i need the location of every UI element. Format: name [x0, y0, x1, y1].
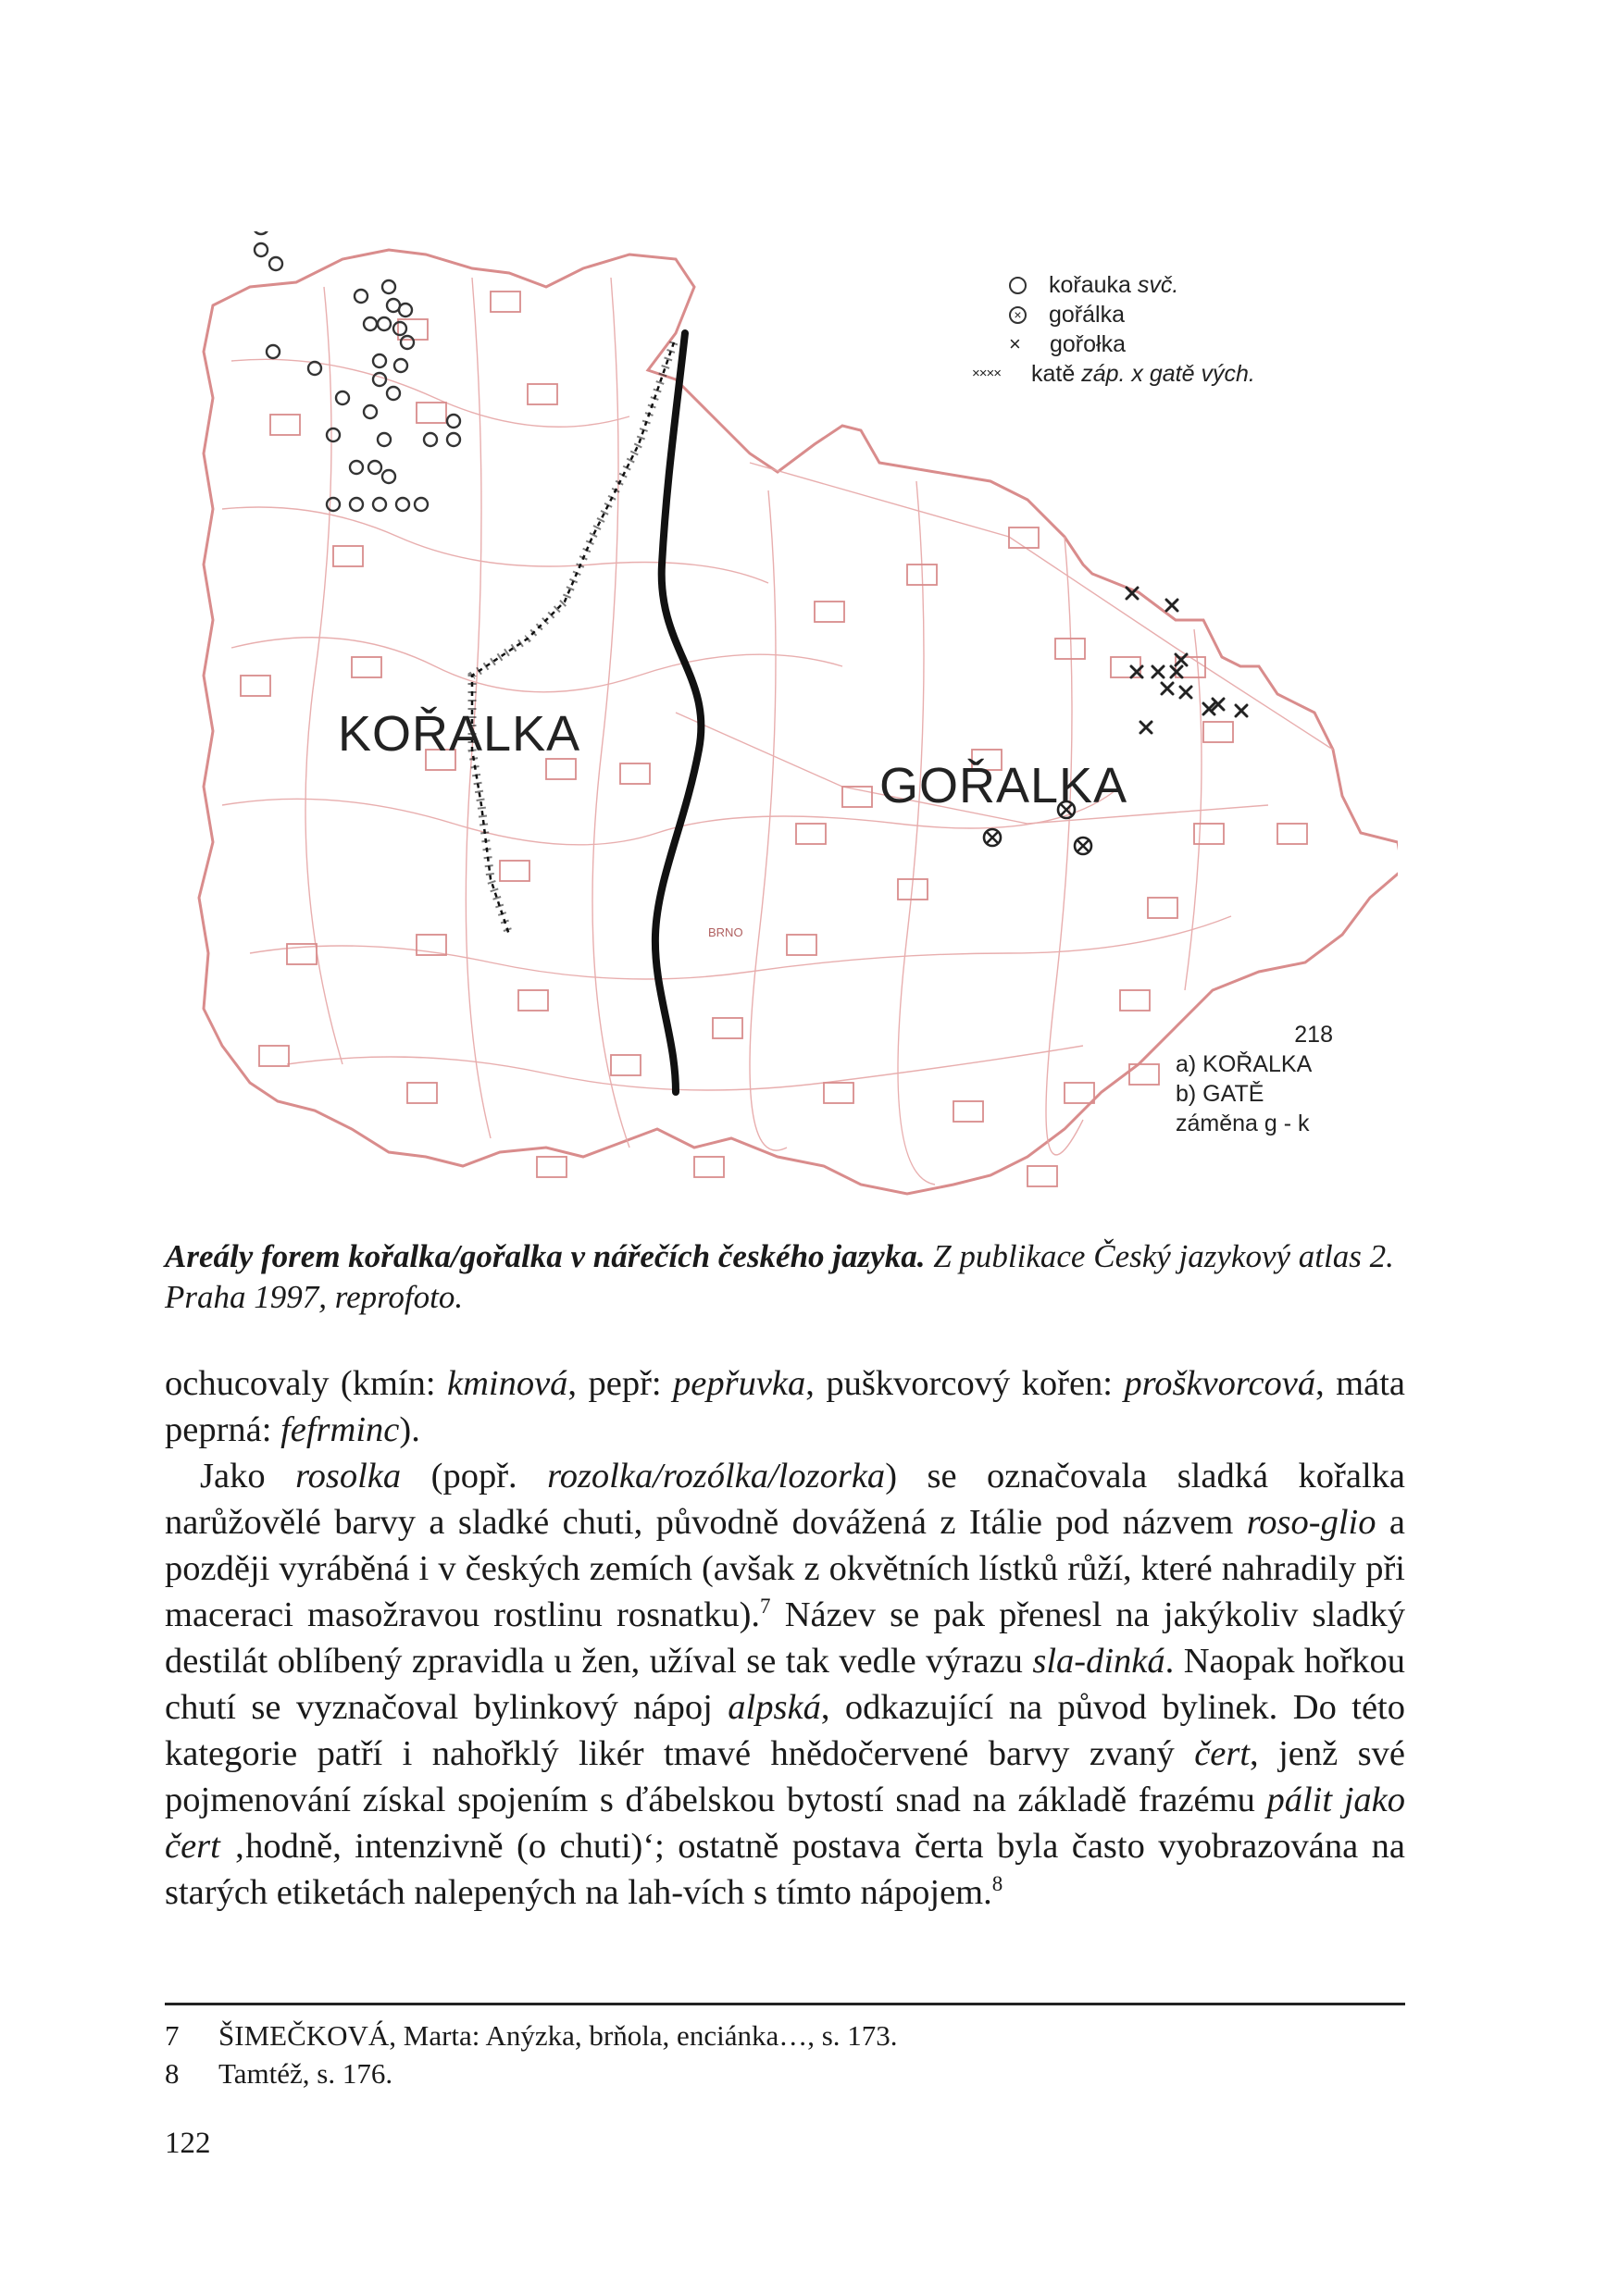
text-run: Název se pak přenesl na jakýkoliv sladký destilát oblíbený zpravidla u žen, užíval se tak vedle výrazu: [165, 1595, 1406, 1681]
footnote-ref: 8: [991, 1872, 1003, 1896]
text-run: . Naopak hořkou chutí se vyznačoval bylinkový nápoj: [165, 1642, 1405, 1727]
circle-icon: [1009, 277, 1027, 294]
paragraph: [165, 1453, 1405, 1916]
text-run: , máta peprná:: [165, 1364, 1405, 1449]
text-run: , pepř:: [567, 1364, 674, 1403]
city-label-brno: BRNO: [708, 925, 743, 939]
text-run: , jenž své pojmenování získal spojením s ďábelskou bytostí snad na základě frazému: [165, 1734, 1405, 1819]
body-text: [165, 1360, 1405, 1916]
map-legend-box: [972, 270, 1416, 389]
text-run: ochucovaly (kmín:: [165, 1364, 447, 1403]
italic-term: roso-glio: [1246, 1503, 1376, 1542]
footnote-text: ŠIMEČKOVÁ, Marta: Anýzka, brňola, enciánka…, s. 173.: [218, 2019, 898, 2052]
text-run: , odkazující na původ bylinek. Do této kategorie patří i nahořklý likér tmavé hnědočervené barvy zvaný: [165, 1688, 1405, 1773]
text-run: ) se označovala sladká kořalka narůžovělé barvy a sladké chuti, původně dovážená z Itálie pod názvem: [165, 1457, 1405, 1542]
variant-b: b) GATĚ: [1176, 1081, 1264, 1107]
legend-word: gořołka: [1050, 331, 1126, 357]
legend-word: gořálka: [1049, 302, 1125, 328]
map-info-box: [1176, 1020, 1333, 1138]
text-run: ‚hodně, intenzivně (o chuti)‘; ostatně postava čerta byla často vyobrazována na starých etiketách nalepených na lah-vích s tímto nápojem.: [165, 1827, 1405, 1912]
legend-item-kate: [972, 359, 1416, 389]
italic-term: sla-dinká: [1032, 1642, 1165, 1681]
footnote: [165, 2017, 1405, 2054]
circle-x-icon: ×: [1009, 306, 1027, 324]
xxxx-icon: ××××: [972, 366, 1002, 381]
italic-term: čert: [1194, 1734, 1251, 1773]
italic-term: pálit jako čert: [165, 1781, 1405, 1866]
legend-item-goralka: [1009, 300, 1416, 329]
footnote: [165, 2055, 1405, 2092]
caption-source: Z publikace Český jazykový atlas 2. Praha 1997, reprofoto.: [165, 1238, 1394, 1315]
text-run: , puškvorcový kořen:: [805, 1364, 1125, 1403]
italic-term: alpská: [728, 1688, 821, 1727]
legend-word: kořauka: [1049, 272, 1131, 298]
x-icon: ×: [1009, 332, 1021, 355]
text-run: ).: [399, 1410, 420, 1449]
footnote-ref: 7: [760, 1595, 771, 1619]
legend-word: katě: [1031, 361, 1076, 387]
exchange-note: záměna g - k: [1176, 1111, 1310, 1136]
footnote-number: 7: [165, 2019, 180, 2052]
italic-term: proškvorcová: [1124, 1364, 1316, 1403]
footnote-rule: [165, 2003, 1405, 2005]
caption-title: Areály forem kořalka/gořalka v nářečích českého jazyka.: [165, 1238, 926, 1274]
footnote-number: 8: [165, 2057, 180, 2090]
text-run: a později vyráběná i v českých zemích (avšak z okvětních lístků růží, které nahradily při maceraci masožravou rostlinu rosnatku).: [165, 1503, 1406, 1634]
text-run: Jako: [200, 1457, 296, 1496]
map-number: 218: [1294, 1022, 1333, 1048]
italic-term: rozolka/rozólka/lozorka: [547, 1457, 886, 1496]
map-label-east: GOŘALKA: [879, 758, 1128, 813]
page-number: 122: [165, 2127, 211, 2160]
map-label-west: KOŘALKA: [338, 706, 581, 762]
italic-term: rosolka: [295, 1457, 402, 1496]
legend-note: svč.: [1137, 272, 1179, 298]
korauka-markers-main: [254, 231, 268, 234]
footnote-text: Tamtéž, s. 176.: [218, 2057, 393, 2090]
italic-term: pepřuvka: [673, 1364, 806, 1403]
italic-term: kminová: [446, 1364, 568, 1403]
kate-gate-isogloss: [472, 342, 674, 935]
legend-note: záp. x gatě vých.: [1081, 361, 1255, 387]
figure-caption: [165, 1236, 1405, 1318]
variant-a: a) KOŘALKA: [1176, 1051, 1313, 1077]
paragraph: [165, 1360, 1405, 1453]
text-run: (popř.: [401, 1457, 548, 1496]
legend-item-gorolka: [1009, 329, 1416, 359]
italic-term: fefrminc: [280, 1410, 400, 1449]
legend-item-korauka: [1009, 270, 1416, 300]
